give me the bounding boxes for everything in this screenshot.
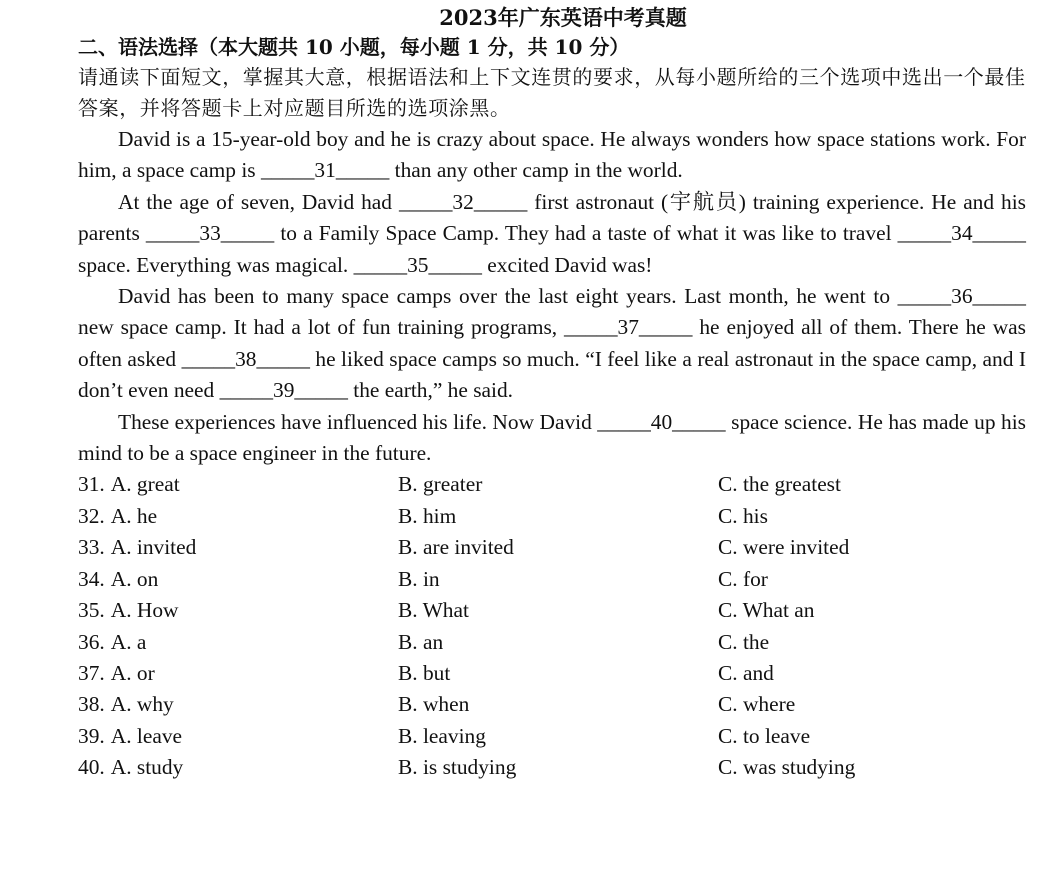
option-b: B. are invited [398, 535, 514, 560]
passage-paragraph-1: David is a 15-year-old boy and he is crazy about space. He always wonders how space stations work. For him, a space camp is _____31_____ than any other camp in the world. [78, 127, 1026, 183]
question-row [78, 469, 1026, 500]
option-a-text: A. a [110, 629, 147, 654]
option-c: C. where [718, 692, 796, 717]
option-a [78, 564, 398, 595]
question-number: 32. [78, 503, 105, 528]
question-number: 34. [78, 566, 105, 591]
question-options-list [78, 469, 1026, 783]
question-row [78, 721, 1026, 752]
question-number: 36. [78, 629, 105, 654]
option-a [78, 689, 398, 720]
option-a-text: A. why [110, 692, 174, 717]
question-number: 33. [78, 535, 105, 560]
reading-passage [78, 124, 1026, 469]
question-row [78, 532, 1026, 563]
question-number: 38. [78, 692, 105, 717]
question-number: 39. [78, 723, 105, 748]
option-c: C. was studying [718, 755, 856, 780]
option-b: B. is studying [398, 755, 517, 780]
option-a [78, 721, 398, 752]
passage-paragraph-3: David has been to many space camps over the last eight years. Last month, he went to _____36_____ new space camp. It had a lot of fun training programs, _____37_____ he enjoyed all of them. There he was often asked _____38_____ he liked space camps so much. “I feel like a real astronaut in the space camp, and I don’t even need _____39_____ the earth,” he said. [78, 284, 1026, 403]
option-b: B. greater [398, 472, 483, 497]
option-c: C. and [718, 660, 774, 685]
question-row [78, 501, 1026, 532]
option-c: C. for [718, 566, 768, 591]
option-b: B. him [398, 503, 457, 528]
option-c: C. his [718, 503, 768, 528]
option-b: B. in [398, 566, 440, 591]
option-a-text: A. leave [110, 723, 183, 748]
question-row [78, 752, 1026, 783]
option-b: B. when [398, 692, 470, 717]
option-c: C. were invited [718, 535, 850, 560]
option-a [78, 627, 398, 658]
section-heading: 二、语法选择（本大题共 10 小题，每小题 1 分，共 10 分） [78, 35, 630, 59]
passage-paragraph-2: At the age of seven, David had _____32_____ first astronaut (宇航员) training experience. He and his parents _____33_____ to a Family Space Camp. They had a taste of what it was like to travel _____34_____ space. Everything was magical. _____35_____ excited David was! [78, 189, 1026, 277]
option-a-text: A. invited [110, 535, 197, 560]
option-a-text: A. How [110, 598, 179, 623]
option-c: C. the [718, 629, 770, 654]
option-a-text: A. study [110, 755, 184, 780]
option-a [78, 532, 398, 563]
question-row [78, 627, 1026, 658]
document-title: 2023年广东英语中考真题 [439, 5, 687, 30]
option-a-text: A. he [110, 503, 158, 528]
passage-paragraph-4: These experiences have influenced his life. Now David _____40_____ space science. He has made up his mind to be a space engineer in the future. [78, 409, 1026, 466]
option-c: C. the greatest [718, 472, 841, 497]
option-b: B. an [398, 629, 444, 654]
option-a [78, 501, 398, 532]
question-number: 31. [78, 472, 105, 497]
option-b: B. What [398, 598, 469, 623]
option-c: C. to leave [718, 723, 811, 748]
question-number: 40. [78, 755, 105, 780]
question-row [78, 689, 1026, 720]
option-a-text: A. on [110, 566, 159, 591]
question-row [78, 564, 1026, 595]
question-number: 37. [78, 660, 105, 685]
option-b: B. leaving [398, 723, 486, 748]
question-row [78, 658, 1026, 689]
option-c: C. What an [718, 598, 815, 623]
option-a-text: A. or [110, 660, 155, 685]
question-row [78, 595, 1026, 626]
option-a [78, 595, 398, 626]
option-a [78, 658, 398, 689]
option-a [78, 469, 398, 500]
option-a-text: A. great [110, 472, 180, 497]
question-number: 35. [78, 598, 105, 623]
option-a [78, 752, 398, 783]
instructions: 请通读下面短文，掌握其大意，根据语法和上下文连贯的要求，从每小题所给的三个选项中选出一个最佳答案，并将答题卡上对应题目所选的选项涂黑。 [78, 65, 1026, 120]
option-b: B. but [398, 660, 451, 685]
